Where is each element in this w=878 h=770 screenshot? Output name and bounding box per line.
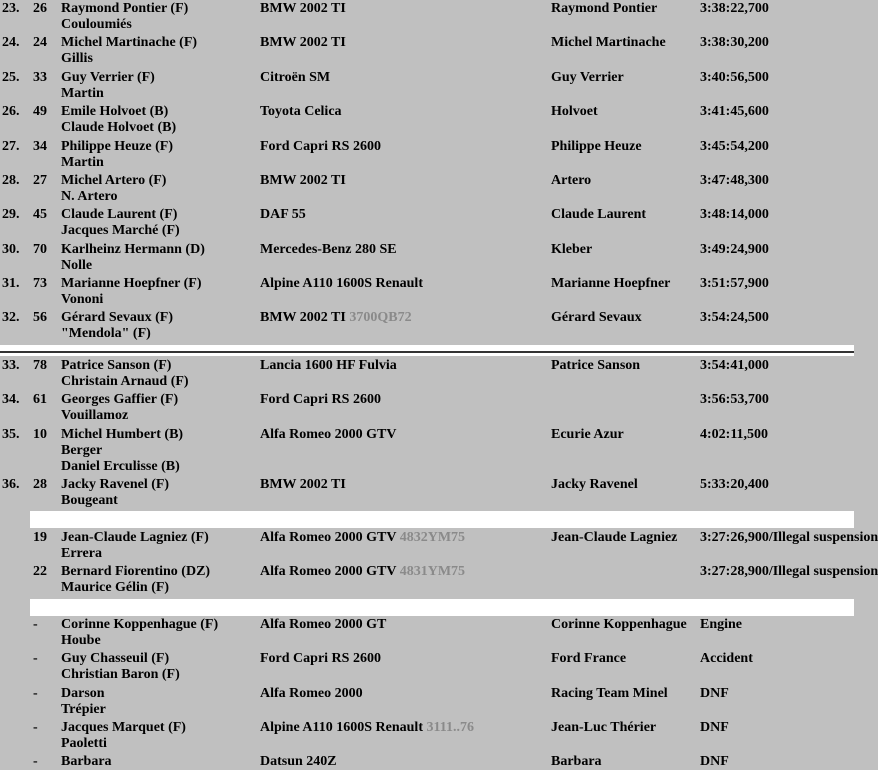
car xyxy=(260,310,412,326)
result: 3:49:24,900 xyxy=(700,242,769,257)
row xyxy=(0,477,854,511)
entrant: Corinne Koppenhague xyxy=(551,617,687,632)
driver-1: Georges Gaffier (F) xyxy=(61,392,179,407)
driver-1: Michel Humbert (B) xyxy=(61,427,184,442)
row xyxy=(0,358,854,392)
result: Accident xyxy=(700,651,753,666)
row xyxy=(0,754,854,770)
car xyxy=(260,564,465,580)
position: 30. xyxy=(2,242,20,257)
car-number: 22 xyxy=(33,564,47,579)
car-model: Alfa Romeo 2000 GTV xyxy=(260,427,397,442)
driver-1: Corinne Koppenhague (F) xyxy=(61,617,219,632)
car xyxy=(260,530,465,546)
entrant: Marianne Hoepfner xyxy=(551,276,671,291)
row xyxy=(0,392,854,426)
car xyxy=(260,70,330,86)
car-model: Alfa Romeo 2000 GTV xyxy=(260,530,397,545)
driver-2: Maurice Gélin (F) xyxy=(61,580,170,595)
driver-1: Jean-Claude Lagniez (F) xyxy=(61,530,209,545)
position: 26. xyxy=(2,104,20,119)
car-model: Mercedes-Benz 280 SE xyxy=(260,242,397,257)
position: 33. xyxy=(2,358,20,373)
entrant: Ecurie Azur xyxy=(551,427,624,442)
driver-1: Barbara xyxy=(61,754,112,769)
row xyxy=(0,1,854,35)
car-number: 28 xyxy=(33,477,47,492)
car xyxy=(260,651,381,667)
result: 3:54:41,000 xyxy=(700,358,769,373)
result: Engine xyxy=(700,617,743,632)
driver-2: Martin xyxy=(61,155,104,170)
entrant: Ford France xyxy=(551,651,627,666)
car-model: Alfa Romeo 2000 xyxy=(260,686,363,701)
row xyxy=(0,427,854,477)
driver-2: Vouillamoz xyxy=(61,408,129,423)
entrant: Barbara xyxy=(551,754,602,769)
result: DNF xyxy=(700,754,729,769)
driver-1: Marianne Hoepfner (F) xyxy=(61,276,202,291)
row xyxy=(0,173,854,207)
driver-2: Martin xyxy=(61,86,104,101)
position: 29. xyxy=(2,207,20,222)
car-number: 26 xyxy=(33,1,47,16)
driver-2: "Mendola" (F) xyxy=(61,326,151,341)
row xyxy=(0,310,854,344)
driver-1: Jacques Marquet (F) xyxy=(61,720,186,735)
driver-1: Gérard Sevaux (F) xyxy=(61,310,173,325)
registration: 4832YM75 xyxy=(399,530,466,545)
result: 3:56:53,700 xyxy=(700,392,769,407)
car xyxy=(260,104,342,120)
row xyxy=(0,242,854,276)
registration: 4831YM75 xyxy=(399,564,466,579)
driver-1: Darson xyxy=(61,686,105,701)
car-number: 78 xyxy=(33,358,47,373)
row xyxy=(0,686,854,720)
car xyxy=(260,754,337,770)
driver-1: Jacky Ravenel (F) xyxy=(61,477,170,492)
registration: 3700QB72 xyxy=(349,310,412,325)
driver-2: Paoletti xyxy=(61,736,107,751)
entrant: Racing Team Minel xyxy=(551,686,668,701)
car xyxy=(260,139,381,155)
car-model: Lancia 1600 HF Fulvia xyxy=(260,358,397,373)
result: 5:33:20,400 xyxy=(700,477,769,492)
car xyxy=(260,173,346,189)
result: 4:02:11,500 xyxy=(700,427,769,442)
driver-2: Bougeant xyxy=(61,493,118,508)
entrant: Michel Martinache xyxy=(551,35,666,50)
position: 28. xyxy=(2,173,20,188)
row xyxy=(0,276,854,310)
driver-2: Couloumiés xyxy=(61,17,132,32)
car-number: 49 xyxy=(33,104,47,119)
driver-2: Berger xyxy=(61,443,103,458)
entrant: Raymond Pontier xyxy=(551,1,658,16)
car-model: Ford Capri RS 2600 xyxy=(260,392,381,407)
car xyxy=(260,720,474,736)
car-number: 56 xyxy=(33,310,47,325)
car-number: 70 xyxy=(33,242,47,257)
entrant: Philippe Heuze xyxy=(551,139,642,154)
row xyxy=(0,530,878,564)
result: 3:40:56,500 xyxy=(700,70,769,85)
result: 3:48:14,000 xyxy=(700,207,769,222)
row xyxy=(0,139,854,173)
position: 36. xyxy=(2,477,20,492)
position: 25. xyxy=(2,70,20,85)
driver-1: Philippe Heuze (F) xyxy=(61,139,173,154)
driver-1: Emile Holvoet (B) xyxy=(61,104,169,119)
car xyxy=(260,686,363,702)
car xyxy=(260,1,346,17)
car xyxy=(260,392,381,408)
entrant: Claude Laurent xyxy=(551,207,647,222)
result: DNF xyxy=(700,686,729,701)
entrant: Holvoet xyxy=(551,104,598,119)
car xyxy=(260,276,423,292)
entrant: Guy Verrier xyxy=(551,70,624,85)
entrant: Patrice Sanson xyxy=(551,358,641,373)
position: - xyxy=(33,651,38,666)
car xyxy=(260,242,397,258)
driver-2: Christain Arnaud (F) xyxy=(61,374,189,389)
result: 3:38:22,700 xyxy=(700,1,769,16)
driver-2: Claude Holvoet (B) xyxy=(61,120,177,135)
car-model: Ford Capri RS 2600 xyxy=(260,651,381,666)
driver-2: N. Artero xyxy=(61,189,118,204)
result: 3:47:48,300 xyxy=(700,173,769,188)
entrant: Jean-Luc Thérier xyxy=(551,720,657,735)
driver-1: Michel Martinache (F) xyxy=(61,35,198,50)
result: 3:38:30,200 xyxy=(700,35,769,50)
car xyxy=(260,617,386,633)
car-model: Citroën SM xyxy=(260,70,331,85)
entrant: Gérard Sevaux xyxy=(551,310,642,325)
entrant: Jacky Ravenel xyxy=(551,477,638,492)
car-number: 61 xyxy=(33,392,47,407)
position: 27. xyxy=(2,139,20,154)
car-model: Alpine A110 1600S Renault xyxy=(260,276,423,291)
car-number: 24 xyxy=(33,35,47,50)
car xyxy=(260,207,306,223)
car-model: BMW 2002 TI xyxy=(260,477,346,492)
result: DNF xyxy=(700,720,729,735)
driver-1: Karlheinz Hermann (D) xyxy=(61,242,205,257)
car-model: BMW 2002 TI xyxy=(260,35,346,50)
row xyxy=(0,720,854,754)
blank-row xyxy=(30,599,854,616)
row xyxy=(0,104,854,138)
position: 32. xyxy=(2,310,20,325)
driver-3: Daniel Erculisse (B) xyxy=(61,459,180,474)
position: - xyxy=(33,617,38,632)
car-model: Ford Capri RS 2600 xyxy=(260,139,381,154)
car-model: Alfa Romeo 2000 GTV xyxy=(260,564,397,579)
result: 3:51:57,900 xyxy=(700,276,769,291)
entrant: Jean-Claude Lagniez xyxy=(551,530,678,545)
driver-2: Christian Baron (F) xyxy=(61,667,180,682)
driver-1: Guy Verrier (F) xyxy=(61,70,155,85)
registration: 3111..76 xyxy=(426,720,474,735)
car-number: 33 xyxy=(33,70,47,85)
position: 34. xyxy=(2,392,20,407)
driver-1: Michel Artero (F) xyxy=(61,173,167,188)
position: 31. xyxy=(2,276,20,291)
driver-1: Claude Laurent (F) xyxy=(61,207,178,222)
position: - xyxy=(33,754,38,769)
driver-2: Jacques Marché (F) xyxy=(61,223,180,238)
position: - xyxy=(33,686,38,701)
car-number: 27 xyxy=(33,173,47,188)
car xyxy=(260,477,346,493)
car xyxy=(260,427,397,443)
driver-1: Bernard Fiorentino (DZ) xyxy=(61,564,211,579)
result: 3:45:54,200 xyxy=(700,139,769,154)
car-model: DAF 55 xyxy=(260,207,306,222)
car-number: 10 xyxy=(33,427,47,442)
car-number: 19 xyxy=(33,530,47,545)
driver-1: Patrice Sanson (F) xyxy=(61,358,172,373)
row xyxy=(0,617,854,651)
row xyxy=(0,651,854,685)
car-model: Alpine A110 1600S Renault xyxy=(260,720,423,735)
row xyxy=(0,207,854,241)
section-divider xyxy=(0,353,854,356)
result: 3:54:24,500 xyxy=(700,310,769,325)
result: 3:27:28,900/Illegal suspension xyxy=(700,564,878,579)
car-model: Alfa Romeo 2000 GT xyxy=(260,617,387,632)
row xyxy=(0,564,878,598)
row xyxy=(0,35,854,69)
car-number: 45 xyxy=(33,207,47,222)
driver-1: Guy Chasseuil (F) xyxy=(61,651,170,666)
driver-2: Vononi xyxy=(61,292,104,307)
row xyxy=(0,70,854,104)
car-model: Datsun 240Z xyxy=(260,754,337,769)
car-number: 34 xyxy=(33,139,47,154)
car-model: BMW 2002 TI xyxy=(260,310,346,325)
driver-2: Hoube xyxy=(61,633,101,648)
position: - xyxy=(33,720,38,735)
position: 23. xyxy=(2,1,20,16)
car-model: BMW 2002 TI xyxy=(260,173,346,188)
entrant: Kleber xyxy=(551,242,593,257)
car-number: 73 xyxy=(33,276,47,291)
car xyxy=(260,358,397,374)
driver-2: Gillis xyxy=(61,51,93,66)
entrant: Artero xyxy=(551,173,592,188)
position: 24. xyxy=(2,35,20,50)
result: 3:27:26,900/Illegal suspension xyxy=(700,530,878,545)
car-model: BMW 2002 TI xyxy=(260,1,346,16)
driver-1: Raymond Pontier (F) xyxy=(61,1,189,16)
position: 35. xyxy=(2,427,20,442)
result: 3:41:45,600 xyxy=(700,104,769,119)
car-model: Toyota Celica xyxy=(260,104,342,119)
driver-2: Nolle xyxy=(61,258,93,273)
blank-row xyxy=(30,511,854,528)
driver-2: Errera xyxy=(61,546,102,561)
driver-2: Trépier xyxy=(61,702,106,717)
car xyxy=(260,35,346,51)
